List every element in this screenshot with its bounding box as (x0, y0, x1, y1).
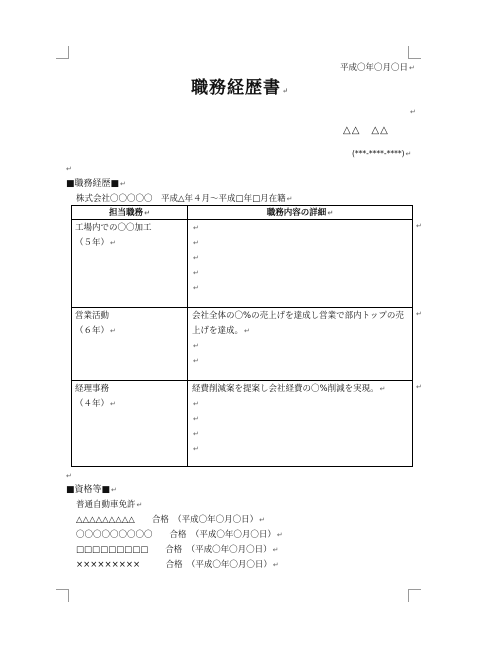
table-row-divider (72, 380, 412, 381)
paragraph-mark: ↵ (110, 239, 116, 247)
paragraph-mark: ↵ (136, 501, 143, 509)
paragraph-mark: ↵ (379, 385, 386, 393)
row-end-mark: ↵ (416, 222, 422, 230)
applicant-name: △△ △△ (343, 125, 389, 136)
document-date: 平成〇年〇月〇日↵ (340, 63, 415, 73)
paragraph-mark: ↵ (410, 108, 416, 116)
crop-mark-bottom-right (408, 589, 421, 602)
license-line: 普通自動車免許↵ (76, 500, 143, 510)
table-row-1-role: 工場内での〇〇加工 （５年）↵ (75, 223, 152, 248)
table-row-divider (72, 307, 412, 308)
table-row-1-detail (192, 221, 199, 296)
paragraph-mark: ↵ (409, 64, 415, 72)
paragraph-mark: ↵ (259, 516, 266, 524)
paragraph-mark: ↵ (120, 180, 126, 188)
qualification-item: △△△△△△△△△ 合格 （平成〇年〇月〇日）↵ (76, 515, 266, 525)
paragraph-mark: ↵ (272, 561, 279, 569)
qualification-item: ××××××××× 合格 （平成〇年〇月〇日）↵ (76, 560, 279, 570)
qualification-item: □□□□□□□□□ 合格 （平成〇年〇月〇日）↵ (76, 545, 279, 555)
document-title: 職務経歴書↵ (191, 78, 289, 98)
table-header-role: 担当職務↵ (109, 208, 150, 218)
paragraph-mark: ↵ (282, 86, 289, 95)
table-row-2-role: 営業活動 （６年）↵ (75, 311, 116, 336)
crop-mark-top-left (56, 46, 69, 59)
paragraph-mark: ↵ (193, 239, 199, 247)
paragraph-mark: ↵ (193, 357, 199, 365)
paragraph-mark: ↵ (193, 269, 199, 277)
paragraph-mark: ↵ (193, 254, 199, 262)
paragraph-mark: ↵ (193, 400, 199, 408)
paragraph-mark: ↵ (327, 209, 334, 217)
company-line: 株式会社〇〇〇〇〇 平成△年４月～平成□年□月在籍↵ (76, 194, 293, 204)
qualifications-heading: ■資格等■↵ (66, 485, 117, 495)
paragraph-mark: ↵ (193, 224, 199, 232)
table-row-divider (72, 219, 412, 220)
crop-mark-top-right (408, 46, 421, 59)
table-column-divider (187, 206, 188, 466)
work-history-table (71, 205, 422, 467)
paragraph-mark: ↵ (286, 195, 293, 203)
phone-number: (***-****-****)↵ (352, 149, 412, 158)
paragraph-mark: ↵ (193, 430, 199, 438)
paragraph-mark: ↵ (193, 284, 199, 292)
row-end-mark: ↵ (416, 383, 422, 391)
table-row-3-role: 経理事務 （４年）↵ (75, 384, 116, 409)
table-header-detail: 職務内容の詳細↵ (266, 208, 334, 218)
paragraph-mark: ↵ (110, 327, 116, 335)
paragraph-mark: ↵ (110, 400, 116, 408)
paragraph-mark: ↵ (244, 327, 250, 335)
paragraph-mark: ↵ (193, 445, 199, 453)
paragraph-mark: ↵ (66, 165, 72, 173)
table-row-2-detail: 会社全体の〇%の売上げを達成し営業で部内トップの売 上げを達成。↵ ↵ ↵ (192, 309, 404, 369)
paragraph-mark: ↵ (272, 546, 279, 554)
paragraph-mark: ↵ (144, 209, 150, 217)
qualification-item: 〇〇〇〇〇〇〇〇〇 合格 （平成〇年〇月〇日）↵ (76, 530, 283, 540)
crop-mark-bottom-left (56, 589, 69, 602)
work-history-heading: ■職務経歴■↵ (66, 179, 126, 189)
paragraph-mark: ↵ (66, 472, 72, 480)
paragraph-mark: ↵ (276, 531, 283, 539)
table-row-3-detail: 経費削減案を提案し会社経費の〇%削減を実現。↵ ↵ ↵ ↵ ↵ (192, 382, 385, 457)
paragraph-mark: ↵ (193, 415, 199, 423)
paragraph-mark: ↵ (111, 486, 117, 494)
paragraph-mark: ↵ (405, 150, 412, 158)
paragraph-mark: ↵ (193, 342, 199, 350)
row-end-mark: ↵ (416, 310, 422, 318)
